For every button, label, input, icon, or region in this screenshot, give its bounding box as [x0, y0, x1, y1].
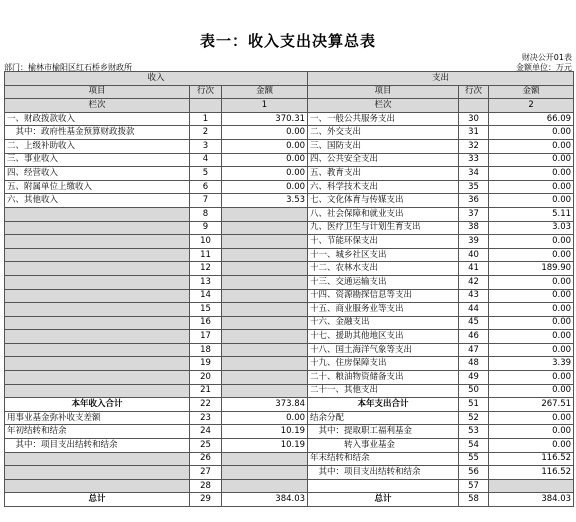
expense-column-label: 栏次: [308, 99, 459, 113]
expense-amount-cell: 5.11: [489, 207, 574, 221]
expense-amount-cell: 0.00: [489, 384, 574, 398]
income-amount-cell: 10.19: [222, 425, 308, 439]
expense-item-cell: 十、节能环保支出: [308, 235, 459, 249]
table-row: [5, 398, 574, 412]
expense-item-cell: 十四、资源勘探信息等支出: [308, 289, 459, 303]
expense-line-cell: 53: [459, 425, 489, 439]
expense-item-cell: 十五、商业服务业等支出: [308, 303, 459, 317]
expense-amount-cell: 0.00: [489, 194, 574, 208]
table-row: [5, 139, 574, 153]
income-item-cell: [5, 384, 190, 398]
income-amount-cell: [222, 262, 308, 276]
expense-line-cell: 39: [459, 235, 489, 249]
expense-item-cell: 转入事业基金: [308, 439, 459, 453]
column-number-row: [5, 99, 574, 113]
expense-amount-cell: 0.00: [489, 439, 574, 453]
expense-line-cell: 34: [459, 167, 489, 181]
income-item-cell: [5, 371, 190, 385]
table-row: [5, 153, 574, 167]
expense-amount-cell: 0.00: [489, 303, 574, 317]
expense-line-cell: 45: [459, 316, 489, 330]
table-row: [5, 194, 574, 208]
income-line-cell: 5: [190, 167, 222, 181]
expense-item-cell: 二、外交支出: [308, 126, 459, 140]
income-item-cell: 用事业基金弥补收支差额: [5, 411, 190, 425]
expense-section-header: 支出: [308, 72, 574, 86]
table-row: [5, 411, 574, 425]
income-amount-cell: [222, 357, 308, 371]
expense-line-cell: 32: [459, 139, 489, 153]
income-line-cell: 28: [190, 479, 222, 493]
expense-item-cell: 二十、粮油物资储备支出: [308, 371, 459, 385]
income-item-cell: [5, 235, 190, 249]
expense-amount-cell: 0.00: [489, 235, 574, 249]
income-line-cell: 24: [190, 425, 222, 439]
expense-amount-cell: 116.52: [489, 452, 574, 466]
expense-amount-cell: 267.51: [489, 398, 574, 412]
income-column-number: 1: [222, 99, 308, 113]
income-line-cell: 26: [190, 452, 222, 466]
income-amount-cell: 0.00: [222, 126, 308, 140]
income-line-cell: 20: [190, 371, 222, 385]
table-row: [5, 330, 574, 344]
expense-column-spacer: [459, 99, 489, 113]
expense-amount-cell: 0.00: [489, 411, 574, 425]
unit-label: 金额单位：万元: [516, 63, 572, 72]
expense-line-cell: 51: [459, 398, 489, 412]
table-row: [5, 452, 574, 466]
income-line-cell: 22: [190, 398, 222, 412]
expense-line-cell: 33: [459, 153, 489, 167]
table-row: [5, 126, 574, 140]
section-row: [5, 72, 574, 86]
table-row: [5, 275, 574, 289]
income-amount-cell: 0.00: [222, 180, 308, 194]
income-item-cell: [5, 262, 190, 276]
income-line-cell: 12: [190, 262, 222, 276]
income-amount-cell: [222, 289, 308, 303]
table-row: [5, 425, 574, 439]
expense-amount-cell: 0.00: [489, 167, 574, 181]
expense-line-cell: 54: [459, 439, 489, 453]
expense-item-cell: 五、教育支出: [308, 167, 459, 181]
income-line-cell: 7: [190, 194, 222, 208]
income-expense-table: [4, 71, 574, 507]
expense-line-cell: 35: [459, 180, 489, 194]
income-item-cell: [5, 357, 190, 371]
expense-amount-cell: 66.09: [489, 112, 574, 126]
expense-item-cell: 九、医疗卫生与计划生育支出: [308, 221, 459, 235]
income-item-cell: [5, 289, 190, 303]
expense-item-cell: 十六、金融支出: [308, 316, 459, 330]
income-line-cell: 18: [190, 343, 222, 357]
income-item-cell: 年初结转和结余: [5, 425, 190, 439]
income-amount-cell: 0.00: [222, 139, 308, 153]
income-line-cell: 3: [190, 139, 222, 153]
income-amount-cell: [222, 330, 308, 344]
expense-item-cell: 四、公共安全支出: [308, 153, 459, 167]
table-row: [5, 493, 574, 507]
table-row: [5, 357, 574, 371]
expense-line-cell: 57: [459, 479, 489, 493]
expense-line-cell: 38: [459, 221, 489, 235]
expense-column-number: 2: [489, 99, 574, 113]
expense-line-header: 行次: [459, 85, 489, 99]
header-row: [5, 85, 574, 99]
table-row: [5, 479, 574, 493]
expense-line-cell: 48: [459, 357, 489, 371]
expense-line-cell: 44: [459, 303, 489, 317]
expense-item-cell: 一、一般公共服务支出: [308, 112, 459, 126]
income-item-cell: 本年收入合计: [5, 398, 190, 412]
expense-amount-header: 金额: [489, 85, 574, 99]
income-item-cell: [5, 207, 190, 221]
income-amount-cell: [222, 316, 308, 330]
income-line-cell: 6: [190, 180, 222, 194]
form-number: 财决公开01表: [521, 53, 572, 62]
income-item-cell: [5, 248, 190, 262]
expense-amount-cell: 0.00: [489, 343, 574, 357]
income-item-cell: [5, 479, 190, 493]
table-row: [5, 289, 574, 303]
income-amount-cell: 370.31: [222, 112, 308, 126]
expense-item-cell: 其中：提取职工福利基金: [308, 425, 459, 439]
department-label: 部门：榆林市榆阳区红石桥乡财政所: [4, 63, 132, 72]
income-amount-cell: [222, 452, 308, 466]
income-amount-cell: [222, 303, 308, 317]
expense-amount-cell: 3.03: [489, 221, 574, 235]
income-section-header: 收入: [5, 72, 308, 86]
expense-amount-cell: 0.00: [489, 126, 574, 140]
income-item-cell: [5, 303, 190, 317]
table-row: [5, 207, 574, 221]
income-line-cell: 1: [190, 112, 222, 126]
expense-line-cell: 41: [459, 262, 489, 276]
expense-item-cell: 本年支出合计: [308, 398, 459, 412]
expense-item-cell: 十一、城乡社区支出: [308, 248, 459, 262]
expense-line-cell: 37: [459, 207, 489, 221]
expense-item-cell: [308, 479, 459, 493]
expense-amount-cell: 0.00: [489, 248, 574, 262]
expense-amount-cell: 0.00: [489, 330, 574, 344]
table-row: [5, 384, 574, 398]
table-row: [5, 248, 574, 262]
table-row: [5, 167, 574, 181]
income-item-cell: 四、经营收入: [5, 167, 190, 181]
expense-line-cell: 55: [459, 452, 489, 466]
income-line-cell: 13: [190, 275, 222, 289]
expense-item-cell: 十八、国土海洋气象等支出: [308, 343, 459, 357]
expense-item-cell: 七、文化体育与传媒支出: [308, 194, 459, 208]
expense-line-cell: 47: [459, 343, 489, 357]
expense-line-cell: 36: [459, 194, 489, 208]
income-amount-cell: 373.84: [222, 398, 308, 412]
table-row: [5, 221, 574, 235]
income-item-cell: 三、事业收入: [5, 153, 190, 167]
income-line-cell: 15: [190, 303, 222, 317]
expense-line-cell: 52: [459, 411, 489, 425]
expense-line-cell: 31: [459, 126, 489, 140]
page-title: 表一：收入支出决算总表: [199, 32, 376, 50]
expense-amount-cell: 0.00: [489, 371, 574, 385]
expense-line-cell: 42: [459, 275, 489, 289]
expense-amount-cell: 0.00: [489, 316, 574, 330]
income-line-cell: 10: [190, 235, 222, 249]
income-line-cell: 19: [190, 357, 222, 371]
expense-amount-cell: 189.90: [489, 262, 574, 276]
expense-item-cell: 十二、农林水支出: [308, 262, 459, 276]
income-amount-cell: 0.00: [222, 411, 308, 425]
income-item-cell: [5, 452, 190, 466]
expense-line-cell: 40: [459, 248, 489, 262]
expense-amount-cell: 3.39: [489, 357, 574, 371]
income-amount-cell: [222, 479, 308, 493]
income-line-cell: 4: [190, 153, 222, 167]
income-item-cell: [5, 343, 190, 357]
income-line-cell: 23: [190, 411, 222, 425]
expense-amount-cell: 0.00: [489, 180, 574, 194]
expense-amount-cell: 0.00: [489, 153, 574, 167]
income-amount-cell: [222, 221, 308, 235]
expense-amount-cell: 116.52: [489, 466, 574, 480]
income-column-spacer: [190, 99, 222, 113]
expense-line-cell: 30: [459, 112, 489, 126]
expense-item-cell: 八、社会保障和就业支出: [308, 207, 459, 221]
expense-amount-cell: 0.00: [489, 425, 574, 439]
income-line-header: 行次: [190, 85, 222, 99]
income-column-label: 栏次: [5, 99, 190, 113]
table-row: [5, 316, 574, 330]
expense-line-cell: 49: [459, 371, 489, 385]
income-amount-cell: 3.53: [222, 194, 308, 208]
expense-amount-cell: 384.03: [489, 493, 574, 507]
expense-item-cell: 年末结转和结余: [308, 452, 459, 466]
income-line-cell: 25: [190, 439, 222, 453]
income-item-cell: [5, 275, 190, 289]
table-row: [5, 439, 574, 453]
expense-item-cell: 其中：项目支出结转和结余: [308, 466, 459, 480]
expense-item-cell: 十七、援助其他地区支出: [308, 330, 459, 344]
income-item-cell: 六、其他收入: [5, 194, 190, 208]
expense-amount-cell: 0.00: [489, 289, 574, 303]
income-line-cell: 2: [190, 126, 222, 140]
income-amount-cell: 384.03: [222, 493, 308, 507]
income-line-cell: 14: [190, 289, 222, 303]
income-item-cell: [5, 316, 190, 330]
expense-item-cell: 六、科学技术支出: [308, 180, 459, 194]
income-amount-cell: [222, 466, 308, 480]
income-item-cell: 总计: [5, 493, 190, 507]
expense-item-cell: 十九、住房保障支出: [308, 357, 459, 371]
expense-item-cell: 总计: [308, 493, 459, 507]
income-line-cell: 17: [190, 330, 222, 344]
expense-item-cell: 十三、交通运输支出: [308, 275, 459, 289]
expense-line-cell: 56: [459, 466, 489, 480]
table-row: [5, 466, 574, 480]
expense-item-cell: 结余分配: [308, 411, 459, 425]
expense-item-header: 项目: [308, 85, 459, 99]
table-row: [5, 262, 574, 276]
income-item-cell: 其中：政府性基金预算财政拨款: [5, 126, 190, 140]
income-amount-cell: 10.19: [222, 439, 308, 453]
expense-item-cell: 三、国防支出: [308, 139, 459, 153]
income-line-cell: 8: [190, 207, 222, 221]
income-amount-cell: [222, 343, 308, 357]
income-item-cell: [5, 466, 190, 480]
income-line-cell: 27: [190, 466, 222, 480]
income-amount-cell: [222, 275, 308, 289]
expense-line-cell: 43: [459, 289, 489, 303]
income-item-cell: 五、附属单位上缴收入: [5, 180, 190, 194]
income-item-header: 项目: [5, 85, 190, 99]
income-amount-cell: [222, 384, 308, 398]
expense-item-cell: 二十一、其他支出: [308, 384, 459, 398]
income-item-cell: [5, 330, 190, 344]
income-amount-header: 金额: [222, 85, 308, 99]
income-amount-cell: 0.00: [222, 153, 308, 167]
income-line-cell: 21: [190, 384, 222, 398]
table-row: [5, 180, 574, 194]
income-line-cell: 29: [190, 493, 222, 507]
income-line-cell: 11: [190, 248, 222, 262]
income-item-cell: 二、上级补助收入: [5, 139, 190, 153]
expense-amount-cell: [489, 479, 574, 493]
income-item-cell: [5, 221, 190, 235]
income-amount-cell: [222, 371, 308, 385]
income-amount-cell: 0.00: [222, 167, 308, 181]
expense-amount-cell: 0.00: [489, 275, 574, 289]
income-item-cell: 其中：项目支出结转和结余: [5, 439, 190, 453]
income-amount-cell: [222, 235, 308, 249]
income-amount-cell: [222, 248, 308, 262]
income-item-cell: 一、财政拨款收入: [5, 112, 190, 126]
table-row: [5, 112, 574, 126]
income-line-cell: 9: [190, 221, 222, 235]
income-amount-cell: [222, 207, 308, 221]
expense-line-cell: 58: [459, 493, 489, 507]
expense-line-cell: 50: [459, 384, 489, 398]
income-line-cell: 16: [190, 316, 222, 330]
table-row: [5, 303, 574, 317]
table-row: [5, 235, 574, 249]
expense-line-cell: 46: [459, 330, 489, 344]
table-row: [5, 371, 574, 385]
table-row: [5, 343, 574, 357]
expense-amount-cell: 0.00: [489, 139, 574, 153]
